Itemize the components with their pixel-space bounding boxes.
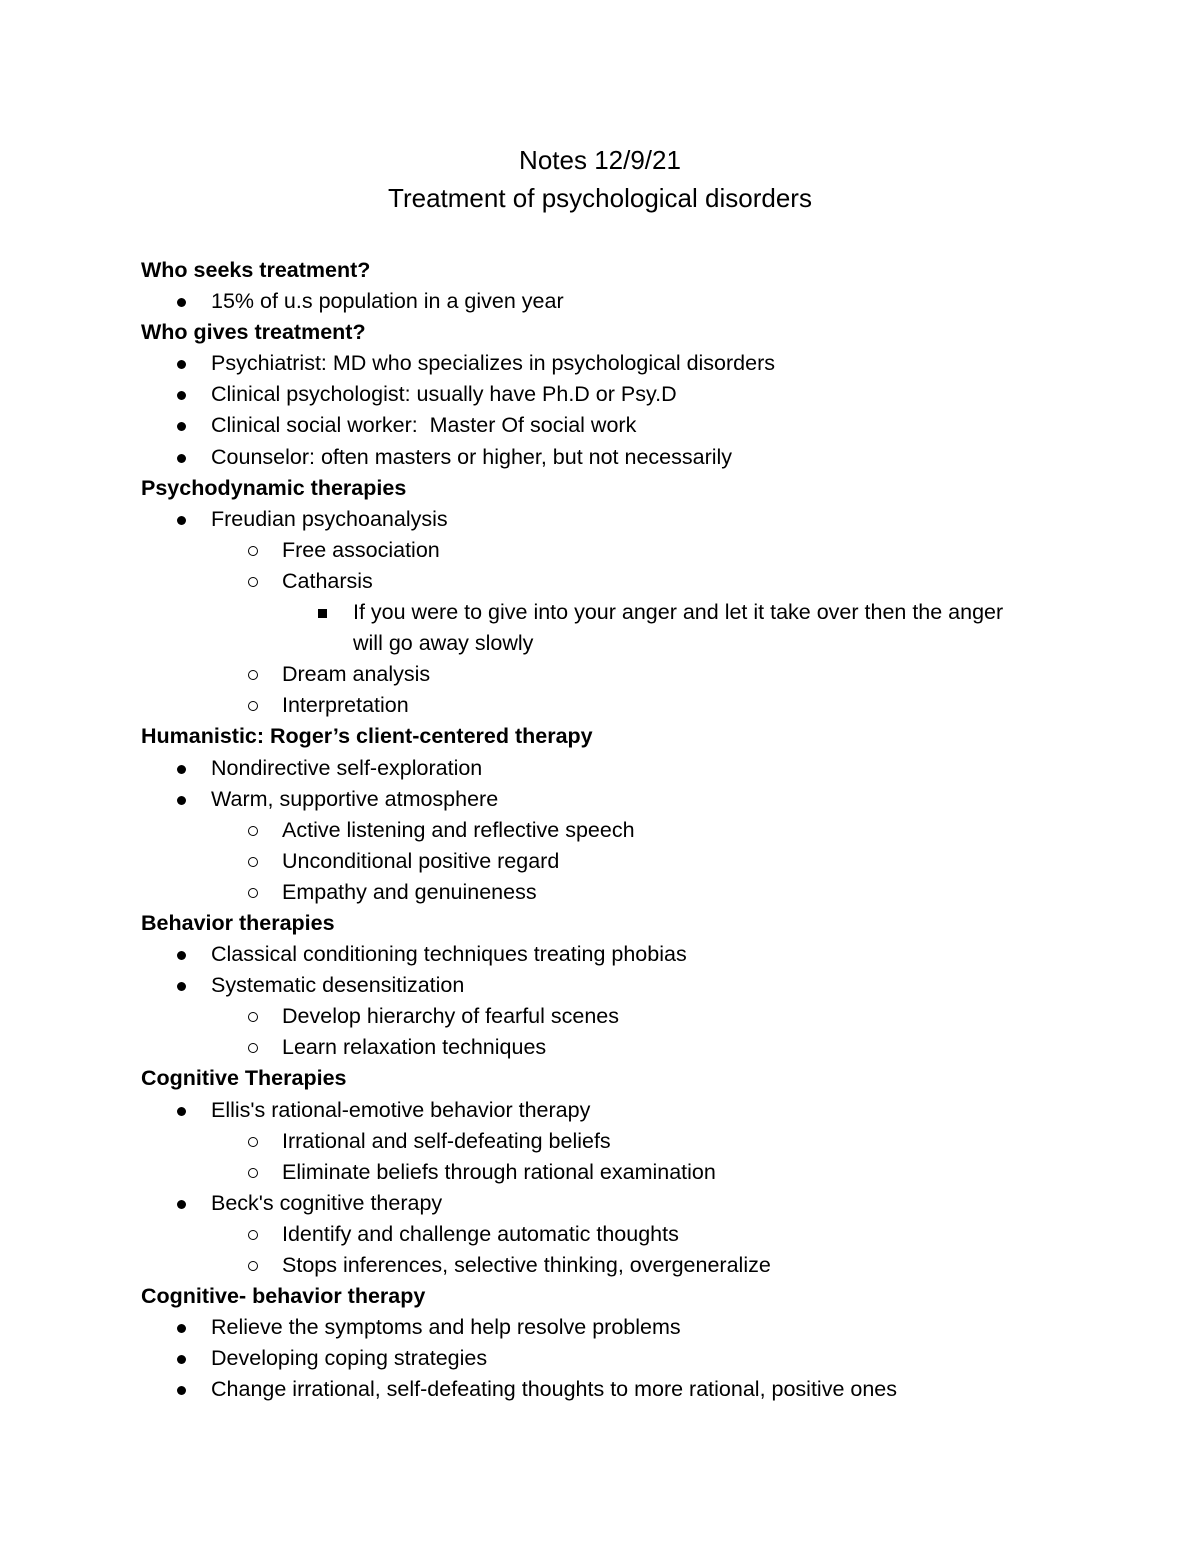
sub-list-item: [141, 535, 1141, 566]
list-item-text: Dream analysis: [282, 662, 431, 687]
list-item-text: Stops inferences, selective thinking, overgeneralize: [282, 1253, 771, 1277]
list-item: [141, 1374, 1141, 1405]
list-item: [141, 1312, 1141, 1343]
sub-list-item: [141, 877, 1141, 908]
list-item-text: Eliminate beliefs through rational examination: [282, 1159, 716, 1184]
list-item: [141, 1343, 1141, 1374]
list-item: [141, 504, 1141, 535]
sub-list-item: [141, 1032, 1141, 1063]
list-item-text: Active listening and reflective speech: [282, 817, 635, 842]
list-item-text: Free association: [282, 537, 440, 562]
section-heading: Behavior therapies: [141, 910, 335, 935]
list-item-text: Unconditional positive regard: [282, 848, 560, 873]
list-item-text: Clinical psychologist: usually have Ph.D or Psy.D: [211, 382, 677, 407]
list-item: [141, 410, 1141, 441]
list-item-text: Change irrational, self-defeating thoughts to more rational, positive ones: [211, 1377, 898, 1402]
list-item-text: Relieve the symptoms and help resolve problems: [211, 1315, 681, 1340]
section-heading: Cognitive- behavior therapy: [141, 1284, 426, 1309]
section-heading: Cognitive Therapies: [141, 1066, 347, 1091]
list-item-text: Psychiatrist: MD who specializes in psychological disorders: [211, 351, 775, 376]
sub-list-item: [141, 846, 1141, 877]
list-item: [141, 286, 1141, 317]
list-item-text: Empathy and genuineness: [282, 879, 537, 904]
list-item-text: Developing coping strategies: [211, 1346, 488, 1371]
list-item-text: Clinical social worker: Master Of social work: [211, 413, 637, 438]
list-item: [141, 939, 1141, 970]
list-item: [141, 784, 1141, 815]
sub-list-item: [141, 1157, 1141, 1188]
sub-sub-list-item: [141, 597, 1013, 659]
list-item: [141, 970, 1141, 1001]
sub-list-item: [141, 1126, 1141, 1157]
document-subtitle: Treatment of psychological disorders: [388, 183, 812, 213]
list-item-text: Freudian psychoanalysis: [211, 506, 448, 531]
sub-list-item: [141, 659, 1141, 690]
list-item-text: Interpretation: [282, 693, 409, 718]
sub-list-item: [141, 1250, 1141, 1281]
list-item-text: Catharsis: [282, 568, 373, 593]
list-item: [141, 1188, 1141, 1219]
sub-list-item: [141, 566, 1141, 597]
list-item-text: Irrational and self-defeating beliefs: [282, 1128, 611, 1153]
list-item-text: Warm, supportive atmosphere: [211, 786, 499, 811]
sub-list-item: [141, 815, 1141, 846]
list-item: [141, 379, 1141, 410]
list-item: [141, 1095, 1141, 1126]
sub-list-item: [141, 1001, 1141, 1032]
list-item-text: Develop hierarchy of fearful scenes: [282, 1004, 620, 1029]
list-item: [141, 442, 1141, 473]
list-item-text: Classical conditioning techniques treating phobias: [211, 942, 687, 967]
list-item-text: Systematic desensitization: [211, 973, 465, 998]
section-heading: Who gives treatment?: [141, 320, 366, 345]
list-item-text: Ellis's rational-emotive behavior therapy: [211, 1097, 591, 1122]
list-item-text: Learn relaxation techniques: [282, 1035, 547, 1060]
section-heading: Who seeks treatment?: [141, 258, 371, 282]
sub-list-item: [141, 1219, 1141, 1250]
section-heading: Psychodynamic therapies: [141, 475, 407, 500]
notes-body: [141, 255, 1141, 1405]
list-item: [141, 348, 1141, 379]
list-item-text: 15% of u.s population in a given year: [211, 289, 564, 314]
list-item-text: Beck's cognitive therapy: [211, 1190, 443, 1215]
list-item-text: Nondirective self-exploration: [211, 755, 483, 780]
sub-list-item: [141, 690, 1141, 721]
document-title: Notes 12/9/21: [519, 145, 681, 175]
list-item-text: Counselor: often masters or higher, but not necessarily: [211, 444, 733, 469]
list-item: [141, 753, 1141, 784]
section-heading: Humanistic: Roger’s client-centered therapy: [141, 724, 593, 749]
list-item-text: If you were to give into your anger and let it take over then the anger will go away slowly: [353, 600, 1004, 656]
list-item-text: Identify and challenge automatic thoughts: [282, 1221, 679, 1246]
